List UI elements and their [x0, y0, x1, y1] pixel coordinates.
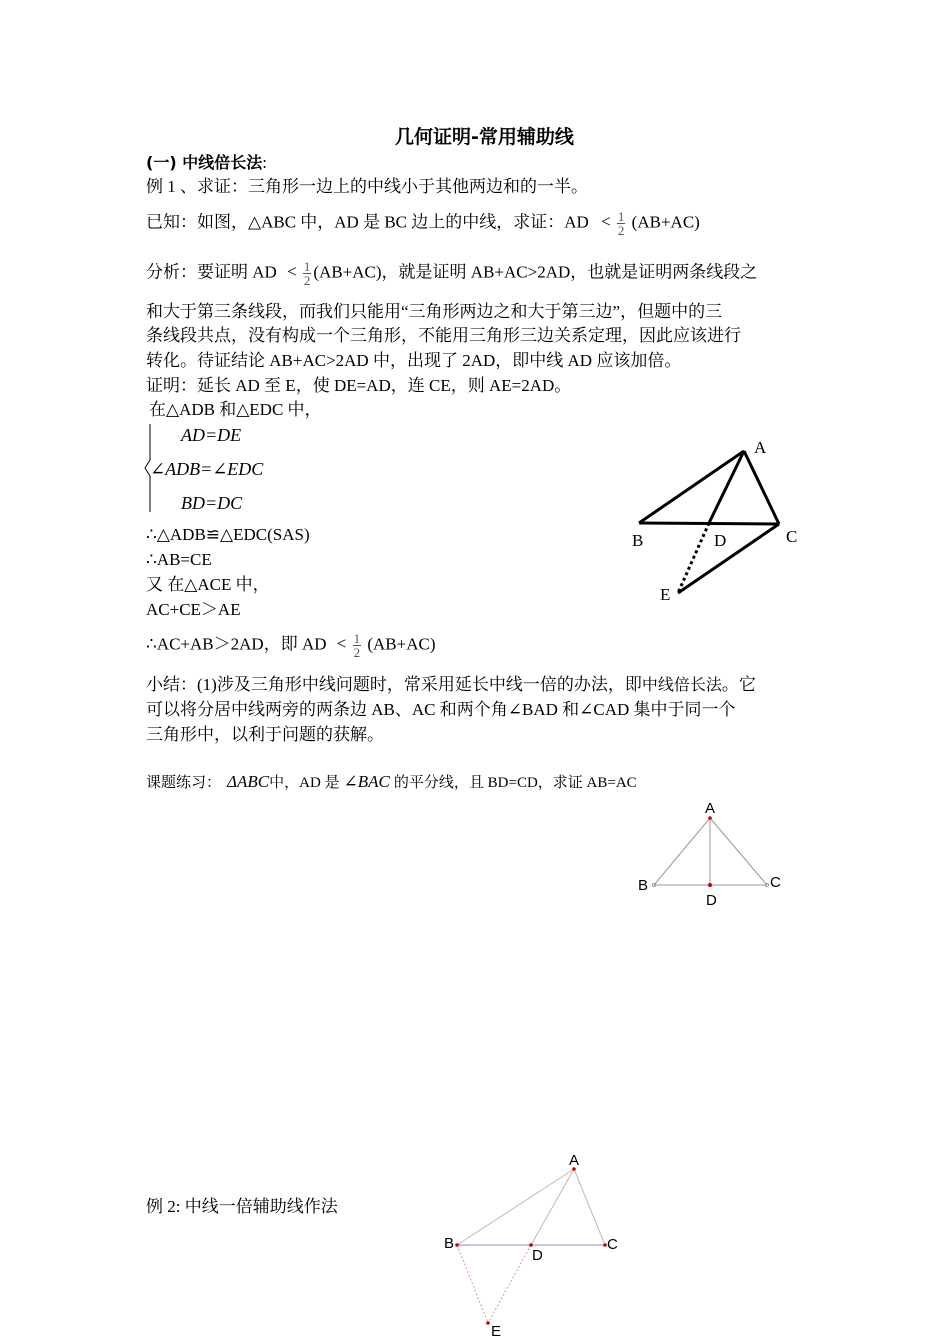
- label-b: B: [444, 1235, 455, 1252]
- practice-angle: ∠BAC: [343, 772, 390, 791]
- known-expression: (AB+AC): [631, 212, 700, 232]
- label-a: A: [705, 800, 716, 817]
- system-eq-3: BD=DC: [181, 493, 243, 513]
- section-heading: [146, 152, 267, 174]
- section-heading-colon: :: [262, 153, 267, 172]
- summary-text-a: 小结：(1)涉及三角形中线问题时，常采用延长中线一倍的办法，即: [146, 675, 642, 694]
- example-1: 例 1 、求证：三角形一边上的中线小于其他两边和的一半。: [146, 177, 588, 196]
- segment-ac: [574, 1169, 605, 1245]
- fraction-half: [353, 632, 362, 659]
- label-d: D: [714, 531, 727, 550]
- analysis-text-a: 分析：要证明 AD: [146, 262, 277, 282]
- frac-den: 2: [303, 273, 311, 288]
- page-title: 几何证明-常用辅助线: [395, 126, 574, 148]
- section-heading-text: (一) 中线倍长法: [146, 153, 263, 172]
- proof-line-3: ∴△ADB≌△EDC(SAS): [146, 525, 310, 544]
- frac-den: 2: [617, 223, 625, 238]
- summary-line-1: [146, 674, 756, 696]
- label-b: B: [638, 877, 649, 894]
- triangle-figure-3: [440, 1150, 640, 1340]
- label-c: C: [770, 874, 781, 891]
- practice-triangle: ΔABC: [227, 772, 270, 791]
- label-a: A: [754, 438, 767, 457]
- example-2: 例 2: 中线一倍辅助线作法: [146, 1197, 338, 1216]
- practice-label: 课题练习：: [146, 775, 222, 791]
- practice-text-b: 中，AD 是: [269, 775, 340, 791]
- label-c: C: [786, 527, 798, 546]
- proof-line-1: 证明：延长 AD 至 E，使 DE=AD，连 CE，则 AE=2AD。: [146, 376, 572, 395]
- system-eq-1: AD=DE: [181, 425, 242, 445]
- analysis-line-1: [146, 260, 757, 287]
- analysis-line-3: 条线段共点，没有构成一个三角形，不能用三角形三边关系定理，因此应该进行: [146, 326, 741, 345]
- proof-7-expression: (AB+AC): [367, 634, 436, 654]
- less-than: <: [601, 212, 611, 232]
- frac-num: 1: [303, 259, 311, 274]
- label-e: E: [491, 1323, 502, 1340]
- frac-num: 1: [353, 631, 361, 646]
- proof-line-5: 又 在△ACE 中，: [146, 575, 270, 594]
- proof-line-2: 在△ADB 和△EDC 中，: [149, 400, 322, 419]
- segment-ab: [639, 451, 744, 523]
- analysis-text-b: (AB+AC)，就是证明 AB+AC>2AD，也就是证明两条线段之: [313, 262, 758, 282]
- triangle-figure-2: [630, 796, 790, 912]
- segment-ac: [710, 818, 767, 885]
- point-d: [708, 883, 712, 887]
- fraction-half: [617, 210, 626, 237]
- label-d: D: [706, 892, 717, 909]
- fraction-half: [303, 260, 312, 287]
- label-a: A: [569, 1152, 580, 1169]
- triangle-figure-1: [620, 430, 820, 610]
- proof-line-6: AC+CE＞AE: [146, 600, 241, 619]
- segment-de-dashed: [488, 1245, 531, 1323]
- proof-7-text: ∴AC+AB＞2AD，即 AD: [146, 634, 327, 654]
- proof-line-4: ∴AB=CE: [146, 550, 212, 569]
- known-line: [146, 210, 700, 237]
- label-d: D: [532, 1247, 543, 1264]
- label-c: C: [607, 1236, 618, 1253]
- summary-text-b: 。它: [721, 675, 756, 694]
- known-text: 已知：如图，△ABC 中，AD 是 BC 边上的中线，求证：AD: [146, 212, 589, 232]
- point-b: [455, 1243, 459, 1247]
- system-eq-2: ∠ADB=∠EDC: [150, 459, 264, 479]
- analysis-line-2: 和大于第三条线段，而我们只能用“三角形两边之和大于第三边”，但题中的三: [146, 302, 723, 321]
- summary-keyword: 中线倍长法: [641, 675, 722, 694]
- segment-be-dashed: [457, 1245, 488, 1323]
- practice-text-c: 的平分线，且 BD=CD，求证 AB=AC: [393, 775, 637, 791]
- label-e: E: [660, 585, 671, 604]
- label-b: B: [632, 531, 644, 550]
- practice-line: [146, 771, 637, 794]
- less-than: <: [336, 634, 347, 654]
- point-e: [486, 1321, 490, 1325]
- summary-line-2: 可以将分居中线两旁的两条边 AB、AC 和两个角∠BAD 和∠CAD 集中于同一个: [146, 700, 736, 719]
- frac-num: 1: [617, 209, 625, 224]
- frac-den: 2: [353, 645, 361, 660]
- segment-ab: [457, 1169, 574, 1245]
- analysis-line-4: 转化。待证结论 AB+AC>2AD 中，出现了 2AD，即中线 AD 应该加倍。: [146, 351, 682, 370]
- less-than: <: [287, 262, 297, 282]
- segment-ac: [744, 451, 779, 524]
- segment-ab: [654, 818, 710, 885]
- proof-line-7: [146, 632, 436, 659]
- summary-line-3: 三角形中，以利于问题的获解。: [146, 725, 384, 744]
- segment-ad: [531, 1169, 574, 1245]
